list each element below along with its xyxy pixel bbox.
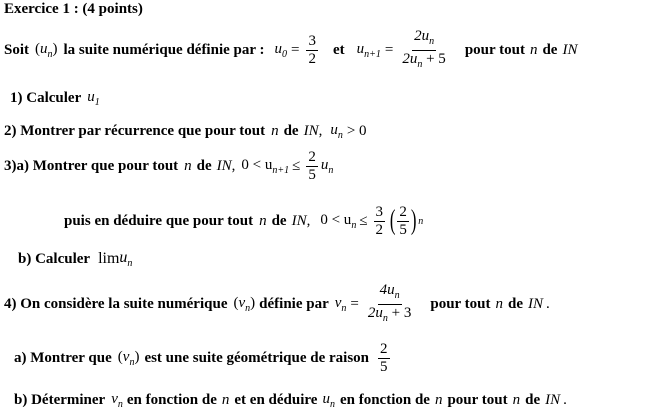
question-2: 2) Montrer par récurrence que pour tout n de IN , $u_n$ > 0 <box>4 121 367 141</box>
q4-label: 4) On considère la suite numérique <box>4 295 228 312</box>
q4a-mid: est une suite géométrique de raison <box>144 349 369 366</box>
u0-lhs: $u_0$ <box>274 40 287 60</box>
q4-fraction: $\frac{4u_n}{2u_n + 3}$ <box>367 281 412 324</box>
q3a2-label: puis en déduire que pour tout <box>64 212 254 229</box>
q3a2-fraction-2: $\frac{2}{5}$ <box>399 203 407 238</box>
q4a-label: a) Montrer que <box>14 349 112 366</box>
intro-n: n <box>529 41 538 58</box>
q3a2-fraction-1: $\frac{3}{2}$ <box>375 203 384 238</box>
exercise-title-text: Exercice 1 : (4 points) <box>4 0 143 17</box>
q3b-lim: lim <box>98 250 120 267</box>
q3a-label: 3)a) Montrer que pour tout <box>4 157 179 174</box>
q1-var: $u_1$ <box>87 88 100 108</box>
question-4: 4) On considère la suite numérique $(v_n)$ définie par $v_n$ = $\frac{4u_n}{2u_n + 3}$ pour tout n de IN . <box>4 284 550 324</box>
intro-line: Soit $(u_n)$ la suite numérique définie par : $u_0$ = $\frac{3}{2}$ et $u_{n+1}$ = $\frac{2u_n}{2u_n + 5}$ pour tout n de IN <box>4 30 577 70</box>
q3a-tail: $u_n$ <box>320 156 334 176</box>
question-3a: 3)a) Montrer que pour tout n de IN , $0 < u_{n+1}$ ≤ $\frac{2}{5}$ $u_n$ <box>4 148 334 183</box>
rec-fraction: $\frac{2u_n}{2u_n + 5}$ <box>402 27 446 70</box>
q2-label: 2) Montrer par récurrence que pour tout <box>4 122 266 139</box>
q3b-var: $u_n$ <box>119 249 133 269</box>
question-3b <box>18 239 132 279</box>
q1-label: 1) Calculer <box>10 89 82 106</box>
intro-tail: pour tout <box>464 41 525 58</box>
q3a2-exponent: n <box>418 215 424 227</box>
u0-fraction: $\frac{3}{2}$ <box>308 32 316 67</box>
rec-lhs: $u_{n+1}$ <box>356 40 381 60</box>
q3a2-expr: $0 < u_n$ <box>320 211 357 231</box>
intro-de: de <box>542 41 558 58</box>
intro-and: et <box>332 41 345 58</box>
seq-u-paren: $(u_n)$ <box>35 40 58 60</box>
question-4a: a) Montrer que $(v_n)$ est une suite géométrique de raison $\frac{2}{5}$ <box>14 340 388 375</box>
q2-ineq: $u_n$ <box>330 121 343 141</box>
intro-seq-label: la suite numérique définie par : <box>63 41 265 58</box>
question-4b: b) Déterminer $v_n$ en fonction de n et en déduire $u_n$ en fonction de n pour tout n de IN . <box>14 390 567 410</box>
q3a-expr: $0 < u_{n+1}$ <box>241 156 290 176</box>
intro-IN: IN <box>562 41 578 58</box>
q4a-ratio: $\frac{2}{5}$ <box>380 340 388 375</box>
q3a-fraction: $\frac{2}{5}$ <box>308 148 316 183</box>
q4b-label: b) Déterminer <box>14 391 106 408</box>
exercise-title <box>4 0 143 24</box>
intro-lead: Soit <box>4 41 30 58</box>
q4-defined: définie par <box>259 295 329 312</box>
question-3a-deduce: puis en déduire que pour tout n de IN , $0 < u_n$ ≤ $\frac{3}{2}$ ( $\frac{2}{5}$ ) n <box>64 203 424 238</box>
q4-seq-v: $(v_n)$ <box>233 294 256 314</box>
q3b-label: b) Calculer <box>18 250 91 267</box>
